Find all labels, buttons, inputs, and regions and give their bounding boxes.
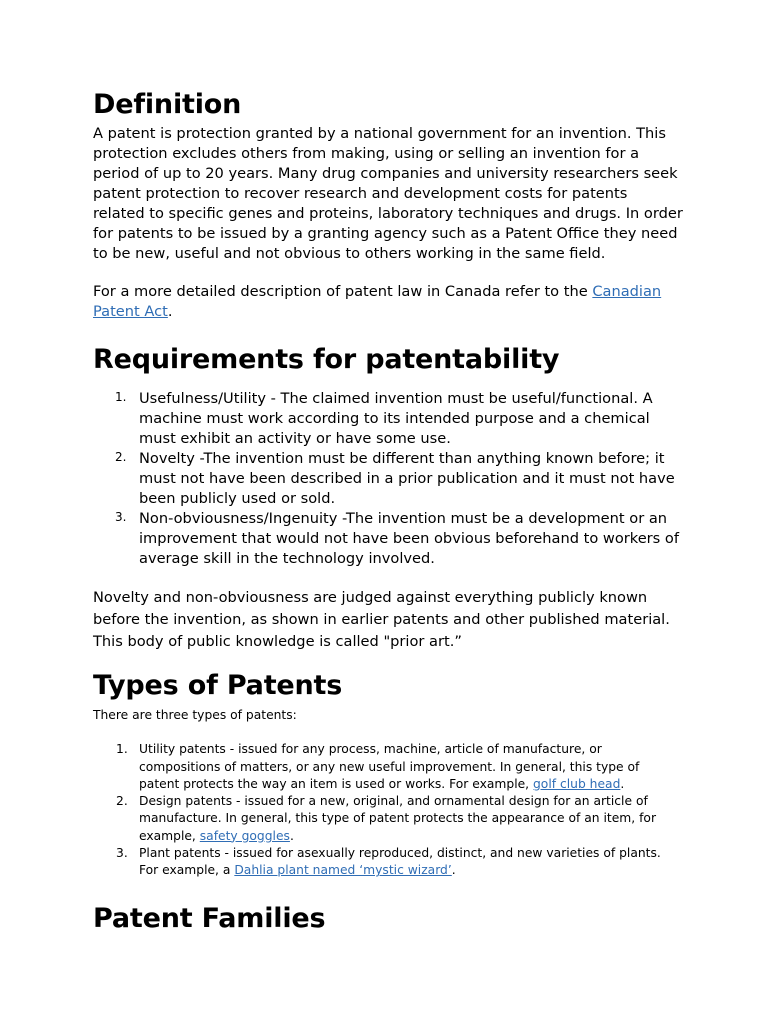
golf-club-head-link[interactable]: golf club head (533, 776, 621, 791)
patent-families-heading: Patent Families (93, 902, 326, 934)
types-intro: There are three types of patents: (93, 708, 297, 722)
types-list (93, 741, 683, 879)
requirement-utility: Usefulness/Utility - The claimed invention must be useful/functional. A machine must work according to its intended purpose and a chemical must exhibit an activity or have some use. (139, 390, 653, 447)
requirement-non-obviousness: Non-obviousness/Ingenuity -The invention must be a development or an improvement that would not have been obvious beforehand to workers of average skill in the technology involved. (139, 510, 679, 567)
prior-art-paragraph: Novelty and non-obviousness are judged against everything publicly known before the invention, as shown in earlier patents and other published material. This body of public knowledge is called "prior art.” (93, 589, 670, 650)
list-item-suffix: . (451, 863, 456, 878)
patent-act-reference (93, 282, 683, 322)
list-item (93, 741, 683, 793)
definition-paragraph: A patent is protection granted by a national government for an invention. This protection excludes others from making, using or selling an invention for a period of up to 20 years. Many drug companies and university researchers seek patent protection to recover research and development costs for patents related to specific genes and proteins, laboratory techniques and drugs. In order for patents to be issued by a granting agency such as a Patent Office they need to be new, useful and not obvious to others working in the same field. (93, 125, 683, 262)
canadian-patent-act-link[interactable]: Canadian Patent Act (93, 283, 662, 320)
requirement-novelty: Novelty -The invention must be different than anything known before; it must not have been described in a prior publication and it must not have been publicly used or sold. (139, 450, 675, 507)
list-item-number: 3. (116, 846, 128, 861)
utility-patents-text: Utility patents - issued for any process, machine, article of manufacture, or compositions of matters, or any new useful improvement. In general, this type of patent protects the way an item is used or works. For example, (139, 742, 640, 791)
document-page (93, 86, 683, 938)
list-item-suffix: . (620, 776, 625, 791)
patent-act-reference-prefix: For a more detailed description of patent law in Canada refer to the (93, 283, 593, 300)
dahlia-plant-link[interactable]: Dahlia plant named ‘mystic wizard’ (234, 863, 452, 878)
list-item (93, 845, 683, 880)
safety-goggles-link[interactable]: safety goggles (199, 828, 290, 843)
list-item-suffix: . (289, 828, 294, 843)
list-item-number: 3. (115, 510, 127, 524)
list-item-number: 1. (116, 742, 128, 757)
requirements-heading: Requirements for patentability (93, 344, 560, 375)
list-item-number: 2. (115, 450, 127, 464)
list-item (93, 449, 683, 509)
list-item-number: 1. (115, 390, 127, 404)
requirements-list (93, 389, 683, 569)
types-heading: Types of Patents (93, 670, 343, 701)
list-item (93, 509, 683, 569)
list-item-number: 2. (116, 794, 128, 809)
plant-patents-text: Plant patents - issued for asexually reproduced, distinct, and new varieties of plants. For example, a (139, 846, 661, 878)
patent-act-reference-suffix: . (167, 303, 173, 320)
list-item (93, 389, 683, 449)
list-item (93, 793, 683, 845)
design-patents-text: Design patents - issued for a new, original, and ornamental design for an article of manufacture. In general, this type of patent protects the appearance of an item, for example, (139, 794, 656, 843)
definition-heading: Definition (93, 89, 242, 120)
